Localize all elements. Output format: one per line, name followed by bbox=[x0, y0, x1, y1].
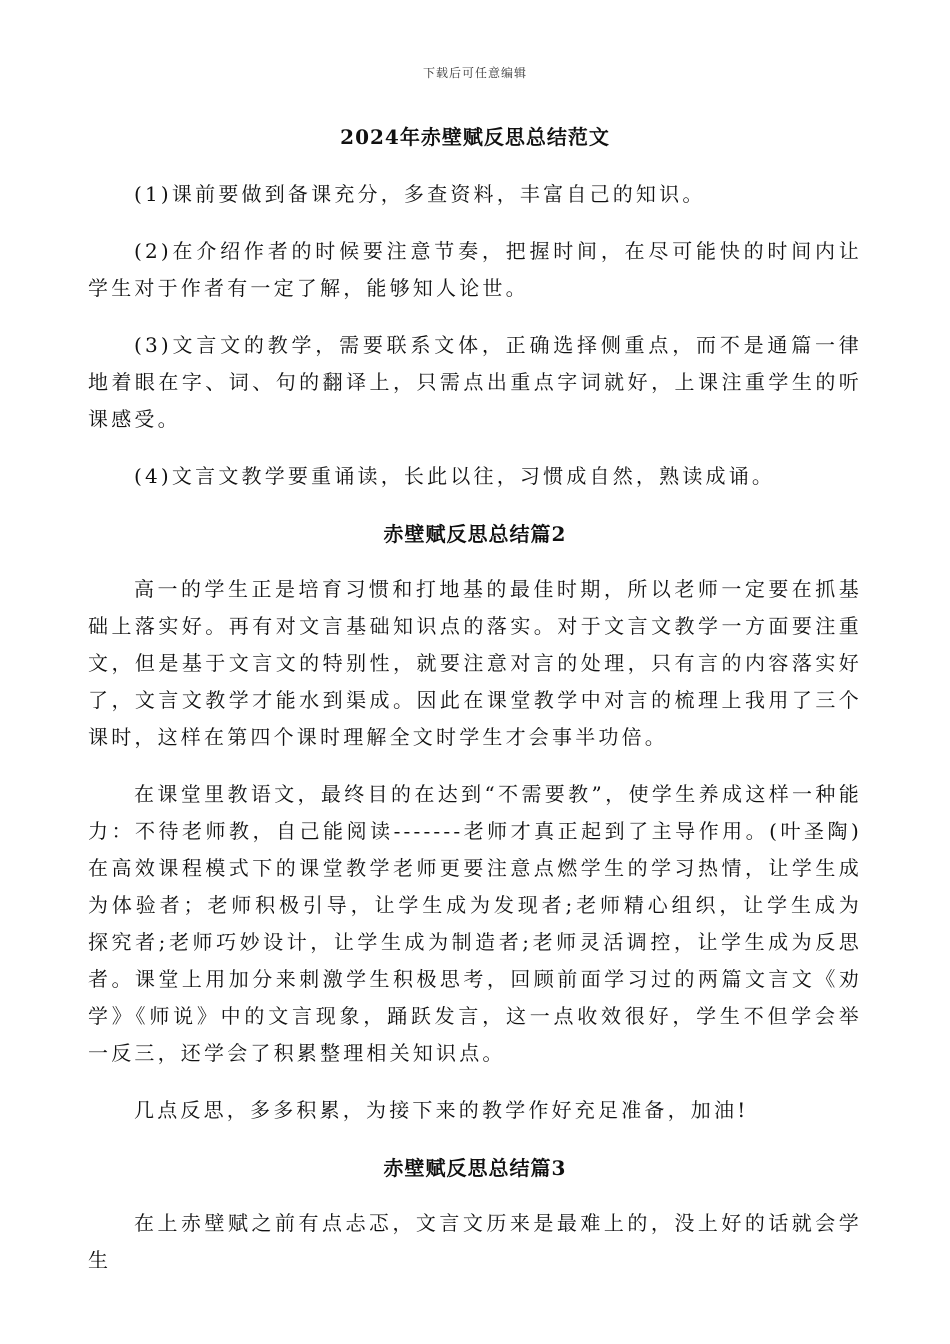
section2-paragraph-2: 在课堂里教语文，最终目的在达到“不需要教”，使学生养成这样一种能力：不待老师教，自己能阅读-------老师才真正起到了主导作用。(叶圣陶)在高效课程模式下的课堂教学老师更要注意点燃学生的学习热情，让学生成为体验者；老师积极引导，让学生成为发现者;老师精心组织，让学生成为探究者;老师巧妙设计，让学生成为制造者;老师灵活调控，让学生成为反思者。课堂上用加分来刺激学生积极思考，回顾前面学习过的两篇文言文《劝学》《师说》中的文言现象，踊跃发言，这一点收效很好，学生不但学会举一反三，还学会了积累整理相关知识点。 bbox=[88, 782, 862, 1065]
section3-paragraph-1: 在上赤壁赋之前有点忐忑，文言文历来是最难上的，没上好的话就会学生 bbox=[88, 1211, 862, 1272]
section1-item-1: (1)课前要做到备课充分，多查资料，丰富自己的知识。 bbox=[134, 182, 706, 206]
section3-heading: 赤壁赋反思总结篇3 bbox=[383, 1156, 567, 1180]
section1-item-4: (4)文言文教学要重诵读，长此以往，习惯成自然，熟读成诵。 bbox=[134, 464, 776, 488]
section1-item-2: (2)在介绍作者的时候要注意节奏，把握时间，在尽可能快的时间内让学生对于作者有一定了解，能够知人论世。 bbox=[88, 239, 862, 300]
document-body bbox=[88, 118, 862, 1299]
section1-item-3: (3)文言文的教学，需要联系文体，正确选择侧重点，而不是通篇一律地着眼在字、词、句的翻译上，只需点出重点字词就好，上课注重学生的听课感受。 bbox=[88, 333, 862, 431]
document-title: 2024年赤壁赋反思总结范文 bbox=[340, 125, 610, 149]
section2-heading: 赤壁赋反思总结篇2 bbox=[383, 522, 567, 546]
header-note: 下载后可任意编辑 bbox=[422, 66, 527, 80]
section2-paragraph-1: 高一的学生正是培育习惯和打地基的最佳时期，所以老师一定要在抓基础上落实好。再有对文言基础知识点的落实。对于文言文教学一方面要注重文，但是基于文言文的特别性，就要注意对言的处理，只有言的内容落实好了，文言文教学才能水到渠成。因此在课堂教学中对言的梳理上我用了三个课时，这样在第四个课时理解全文时学生才会事半功倍。 bbox=[88, 577, 862, 749]
section2-paragraph-3: 几点反思，多多积累，为接下来的教学作好充足准备，加油! bbox=[134, 1098, 749, 1122]
